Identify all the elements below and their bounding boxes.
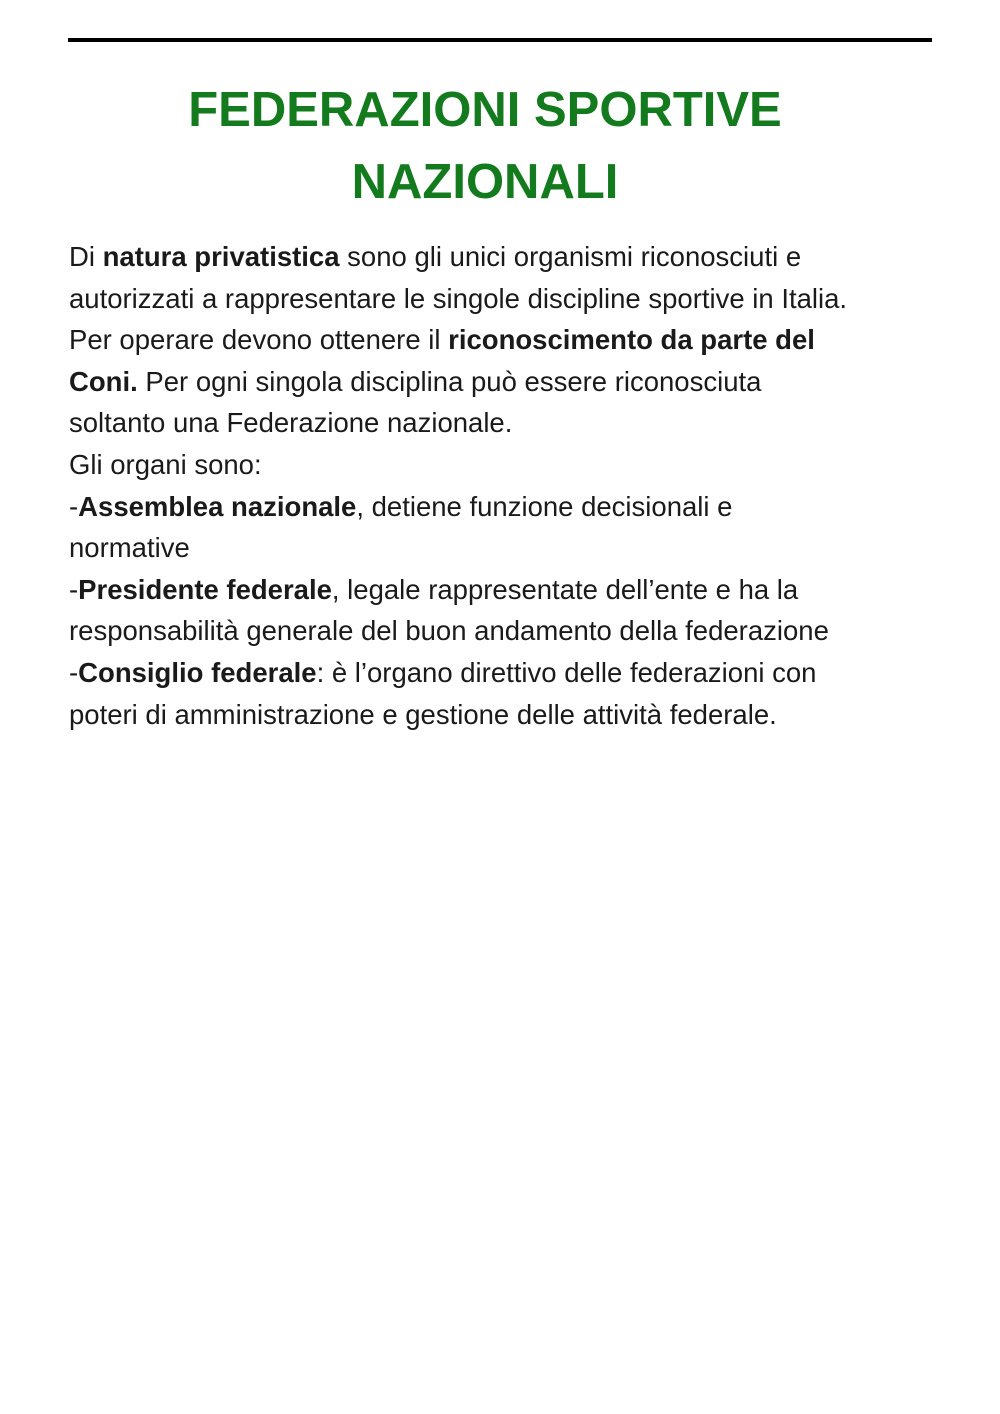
list-dash: - bbox=[69, 656, 79, 688]
organs-intro: Gli organi sono: bbox=[69, 448, 262, 480]
organ-name: Consiglio federale bbox=[78, 656, 317, 688]
organ-item-consiglio-line-2: poteri di amministrazione e gestione delle attività federale. bbox=[69, 698, 777, 730]
text-run: Per ogni singola disciplina può essere riconosciuta bbox=[137, 365, 762, 397]
text-run: sono gli unici organismi riconosciuti e bbox=[339, 241, 802, 272]
text-run: Per operare devono ottenere il bbox=[69, 324, 449, 356]
list-dash: - bbox=[69, 490, 79, 522]
organ-item-presidente-line-1 bbox=[69, 569, 949, 611]
paragraph-line-5: soltanto una Federazione nazionale. bbox=[69, 407, 513, 439]
organ-item-assemblea-line-1 bbox=[69, 486, 949, 528]
organ-description: : è l’organo direttivo delle federazioni con bbox=[316, 656, 817, 688]
organ-item-assemblea-line-2: normative bbox=[69, 532, 190, 564]
page-title-line-1: FEDERAZIONI SPORTIVE bbox=[188, 83, 782, 137]
organ-name: Presidente federale bbox=[78, 573, 332, 605]
bold-term-coni: Coni. bbox=[69, 365, 138, 397]
paragraph-line-2: autorizzati a rappresentare le singole discipline sportive in Italia. bbox=[69, 282, 848, 314]
organ-description: , detiene funzione decisionali e bbox=[356, 490, 733, 522]
page-title bbox=[0, 74, 970, 218]
paragraph-line-4 bbox=[69, 361, 949, 403]
body-text bbox=[69, 236, 949, 735]
organ-name: Assemblea nazionale bbox=[78, 490, 357, 522]
organ-item-consiglio-line-1 bbox=[69, 652, 949, 694]
organ-item-presidente-line-2: responsabilità generale del buon andamento della federazione bbox=[69, 615, 829, 647]
organ-description: , legale rappresentate dell’ente e ha la bbox=[331, 573, 799, 605]
bold-term-riconoscimento: riconoscimento da parte del bbox=[448, 324, 815, 356]
paragraph-line-3 bbox=[69, 319, 949, 361]
text-run: Di bbox=[69, 241, 103, 272]
page-title-line-2: NAZIONALI bbox=[351, 155, 619, 209]
list-dash: - bbox=[69, 573, 79, 605]
top-rule bbox=[68, 38, 932, 42]
bold-term-natura-privatistica: natura privatistica bbox=[102, 241, 340, 272]
paragraph-line-1 bbox=[69, 236, 949, 278]
